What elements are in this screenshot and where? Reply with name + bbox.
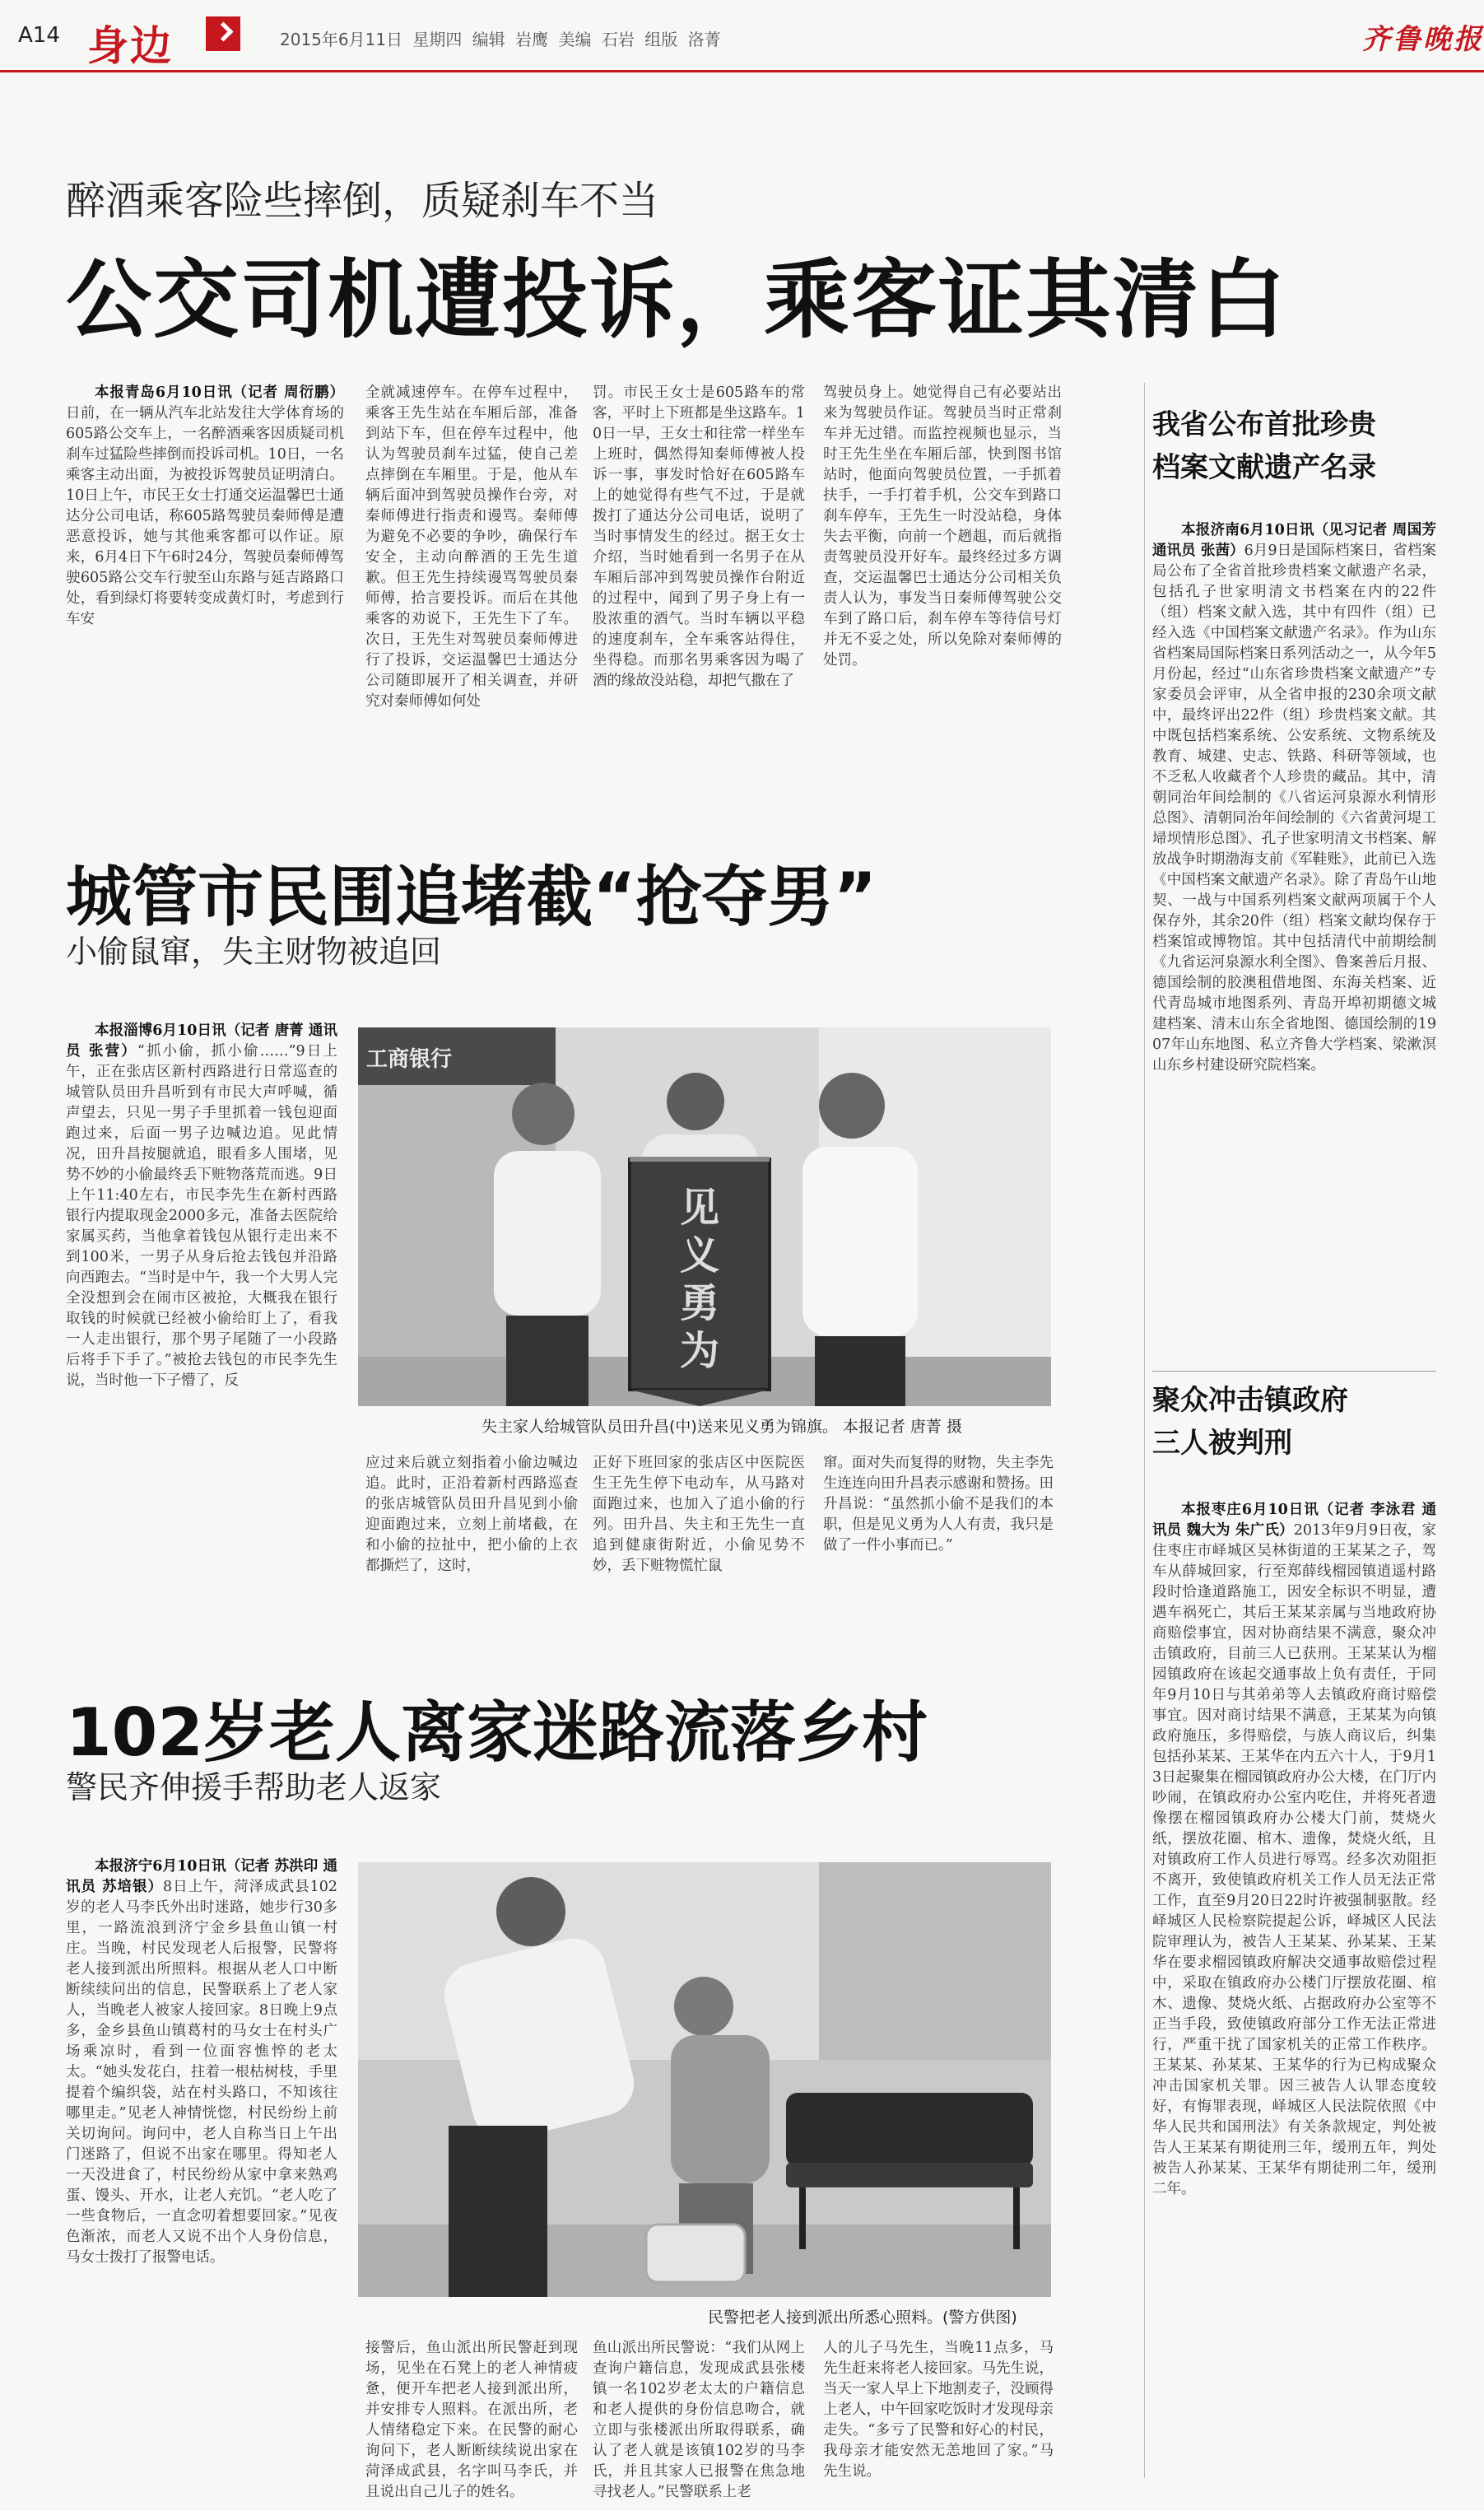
story3-column-2: 接警后，鱼山派出所民警赶到现场，见坐在石凳上的老人神情疲惫，便开车把老人接到派出所，并安排专人照料。在派出所，老人情绪稳定下来。在民警的耐心询问下，老人断断续续说出家在菏泽成武县，名字叫马李氏，并且说出自己儿子的姓名。 <box>365 2340 578 2500</box>
sidebar2-body <box>1152 1500 1436 2480</box>
story2-byline: 本报淄博6月10日讯（记者 唐菁 通讯员 张营） <box>66 1023 337 1060</box>
story2-column-3: 正好下班回家的张店区中医院医生王先生停下电动车，从马路对面跑过来，也加入了追小偷的行列。田升昌、失主和王先生一直追到健康街附近，小偷见势不妙，丢下赃物慌忙鼠 <box>593 1455 805 1574</box>
story3-photo-caption: 民警把老人接到派出所悉心照料。(警方供图) <box>708 2308 1017 2327</box>
newspaper-logo: 齐鲁晚报 <box>1362 23 1484 56</box>
story2-column-1 <box>66 1021 337 1585</box>
story1-headline: 公交司机遭投诉，乘客证其清白 <box>66 249 1288 350</box>
story2-headline: 城管市民围追堵截“抢夺男” <box>66 859 877 935</box>
story3-subhead: 警民齐伸援手帮助老人返家 <box>66 1769 442 1805</box>
sidebar1-byline: 本报济南6月10日讯（见习记者 周国芳 通讯员 张茜） <box>1152 522 1436 559</box>
sidebar1-body-text: 6月9日是国际档案日，省档案局公布了全省首批珍贵档案文献遗产名录，包括孔子世家明清文书档案在内的22件（组）档案文献入选，其中有四件（组）已经入选《中国档案文献遗产名录》。作为山东省档案局国际档案日系列活动之一，从今年5月份起，经过“山东省珍贵档案文献遗产”专家委员会评审，从全省申报的230余项文献中，最终评出22件（组）珍贵档案文献。其中既包括档案系统、公安系统、文物系统及教育、城建、史志、铁路、科研等领域，也不乏私人收藏者个人珍贵的藏品。其中，清朝同治年间绘制的《八省运河泉源水利情形总图》、清朝同治年间绘制的《六省黄河堤工埽坝情形总图》、孔子世家明清文书档案、解放战争时期渤海支前《军鞋账》，此前已入选《中国档案文献遗产名录》。除了青岛午山地契、一战与中国系列档案文献两项属于个人保存外，其余20件（组）档案文献均保存于档案馆或博物馆。其中包括清代中前期绘制《九省运河泉源水利全图》、鲁案善后月报、德国绘制的胶澳租借地图、东海关档案、近代青岛城市地图系列、青岛开埠初期德文城建档案、清末山东全省地图、德国绘制的1907年山东地图、私立齐鲁大学档案、梁漱溟山东乡村建设研究院档案。 <box>1152 543 1436 1074</box>
sidebar1-headline <box>1152 403 1376 489</box>
sidebar1-body <box>1152 520 1436 1364</box>
column-divider <box>1144 383 1145 2478</box>
sidebar2-headline-line-1: 聚众冲击镇政府 <box>1152 1384 1348 1417</box>
story2-column-1-text: “抓小偷，抓小偷……”9日上午，正在张店区新村西路进行日常巡查的城管队员田升昌听到有市民大声呼喊，循声望去，只见一男子手里抓着一钱包迎面跑过来，后面一男子边喊边追。见此情况，田升昌按腿就追，眼看多人围堵，见势不妙的小偷最终丢下赃物落荒而逃。9日上午11:40左右，市民李先生在新村西路银行内提取现金2000多元，准备去医院给家属买药，当他拿着钱包从银行走出来不到100米，一男子从身后抢去钱包并沿路向西跑去。“当时是中午，我一个大男人完全没想到会在闹市区被抢，大概我在银行取钱的时候就已经被小偷给盯上了，看我一人走出银行，那个男子尾随了一小段路后将手下手了。”被抢去钱包的市民李先生说，当时他一下子懵了，反 <box>66 1043 338 1389</box>
story3-photo <box>358 1862 1051 2297</box>
sidebar2-headline <box>1152 1379 1348 1465</box>
story1-kicker: 醉酒乘客险些摔倒，质疑刹车不当 <box>66 178 659 224</box>
story1-column-4: 驾驶员身上。她觉得自己有必要站出来为驾驶员作证。驾驶员当时正常刹车并无过错。而监控视频也显示，当时王先生坐在车厢后部，快到图书馆站时，他面向驾驶员位置，一手抓着扶手，一手打着手机，公交车到路口刹车停车，王先生一时没站稳，身体失去平衡，向前一个趔趄，而后就指责驾驶员没开好车。最终经过多方调查，交运温馨巴士通达分公司相关负责人认为，事发当日秦师傅驾驶公交车到了路口后，刹车停车等待信号灯并无不妥之处，所以免除对秦师傅的处罚。 <box>823 384 1062 669</box>
issue-meta: 2015年6月11日 星期四 编辑 岩鹰 美编 石岩 组版 洛菁 <box>280 30 721 49</box>
story3-column-3: 鱼山派出所民警说：“我们从网上查询户籍信息，发现成武县张楼镇一名102岁老太太的户籍信息和老人提供的身份信息吻合，就立即与张楼派出所取得联系，确认了老人就是该镇102岁的马李氏，并且其家人已报警在焦急地寻找老人。”民警联系上老 <box>593 2340 805 2500</box>
story2-column-2: 应过来后就立刻指着小偷边喊边追。此时，正沿着新村西路巡查的张店城管队员田升昌见到小偷迎面跑过来，立刻上前堵截，在和小偷的拉扯中，把小偷的上衣都撕烂了，这时， <box>365 1455 578 1574</box>
story1-column-2: 全就减速停车。在停车过程中，乘客王先生站在车厢后部，准备到站下车，但在停车过程中，他认为驾驶员刹车过猛，使自己差点摔倒在车厢里。于是，他从车辆后面冲到驾驶员操作台旁，对秦师傅进行指责和谩骂。秦师傅为避免不必要的争吵，确保行车安全，主动向醉酒的王先生道歉。但王先生持续谩骂驾驶员秦师傅，拾言要投诉。而后在其他乘客的劝说下，王先生下了车。次日，王先生对驾驶员秦师傅进行了投诉，交运温馨巴士通达分公司随即展开了相关调查，并研究对秦师傅如何处 <box>365 384 578 710</box>
chevron-right-icon <box>206 16 240 51</box>
page-number: A14 <box>18 23 60 48</box>
page-header <box>0 0 1484 74</box>
section-flag <box>82 8 243 68</box>
story1-byline: 本报青岛6月10日讯（记者 周衍鹏） <box>95 384 344 401</box>
banner-text: 见义勇为 <box>679 1185 719 1374</box>
story3-column-1-text: 8日上午，菏泽成武县102岁的老人马李氏外出时迷路，她步行30多里，一路流浪到济宁金乡县鱼山镇一村庄。当晚，村民发现老人后报警，民警将老人接到派出所照料。根据从老人口中断断续续问出的信息，民警联系上了老人家人，当晚老人被家人接回家。8日晚上9点多，金乡县鱼山镇葛村的马女士在村头广场乘凉时，看到一位面容憔悴的老太太。“她头发花白，拄着一根枯树枝，手里提着个编织袋，站在村头路口，不知该往哪里走。”见老人神情恍惚，村民纷纷上前关切询问。询问中，老人自称当日上午出门迷路了，但说不出家在哪里。得知老人一天没进食了，村民纷纷从家中拿来熟鸡蛋、馒头、开水，让老人充饥。“老人吃了一些食物后，一直念叨着想要回家。”见夜色渐浓，而老人又说不出个人身份信息，马女士拨打了报警电话。 <box>66 1879 337 2266</box>
story3-column-4: 人的儿子马先生，当晚11点多，马先生赶来将老人接回家。马先生说，当天一家人早上下地割麦子，没顾得上老人，中午回家吃饭时才发现母亲走失。“多亏了民警和好心的村民，我母亲才能安然无恙地回了家。”马先生说。 <box>823 2340 1054 2480</box>
sidebar1-headline-line-2: 档案文献遗产名录 <box>1152 451 1376 484</box>
story2-photo <box>358 1027 1051 1406</box>
header-rule <box>0 70 1484 72</box>
story1-column-1-text: 日前，在一辆从汽车北站发往大学体育场的605路公交车上，一名醉酒乘客因质疑司机刹车过猛险些摔倒而投诉司机。10日，一名乘客主动出面，为被投诉驾驶员证明清白。10日上午，市民王女士打通交运温馨巴士通达分公司电话，称605路驾驶员秦师傅是遭恶意投诉，她与其他乘客都可以作证。原来，6月4日下午6时24分，驾驶员秦师傅驾驶605路公交车行驶至山东路与延吉路路口处，看到绿灯将要转变成黄灯时，考虑到行车安 <box>66 405 344 627</box>
storefront-sign: 工商银行 <box>366 1047 453 1072</box>
sidebar2-headline-line-2: 三人被判刑 <box>1152 1427 1292 1460</box>
story1-column-1 <box>66 383 344 778</box>
story3-photo-graphic <box>358 1862 1051 2297</box>
section-title: 身边 <box>87 22 173 70</box>
story3-byline: 本报济宁6月10日讯（记者 苏洪印 通讯员 苏培银） <box>66 1858 337 1895</box>
story3-headline: 102岁老人离家迷路流落乡村 <box>66 1694 928 1771</box>
story2-subhead: 小偷鼠窜，失主财物被追回 <box>66 934 442 970</box>
sidebar2-body-text: 2013年9月9日夜，家住枣庄市峄城区吴林街道的王某某之子，驾车从薛城回家，行至郑薛线榴园镇逍遥村路段时恰逢道路施工，因安全标识不明显，遭遇车祸死亡，其后王某某亲属与当地政府协商赔偿事宜，因对协商结果不满意，聚众冲击镇政府，目前三人已获刑。王某某认为榴园镇政府在该起交通事故上负有责任，于同年9月10日与其弟弟等人去镇政府商讨赔偿事宜。因对商讨结果不满意，王某某为向镇政府施压，多得赔偿，与族人商议后，纠集包括孙某某、王某华在内五六十人，于9月13日起聚集在榴园镇政府办公大楼，在门厅内吵闹，在镇政府办公室内吃住，并将死者遗像摆在榴园镇政府办公楼大门前，焚烧火纸，摆放花圈、棺木、遗像，焚烧火纸，且对镇政府工作人员进行辱骂。经多次劝阻拒不离开，致使镇政府机关工作人员无法正常工作，直至9月20日22时许被强制驱散。经峄城区人民检察院提起公诉，峄城区人民法院审理认为，被告人王某某、孙某某、王某华在要求榴园镇政府解决交通事故赔偿过程中，采取在镇政府办公楼门厅摆放花圈、棺木、遗像、焚烧火纸、占据政府办公室等不正当手段，致使镇政府部分工作无法正常进行，严重干扰了国家机关的正常工作秩序。王某某、孙某某、王某华的行为已构成聚众冲击国家机关罪。因三被告人认罪态度较好，有悔罪表现，峄城区人民法院依照《中华人民共和国刑法》有关条款规定，判处被告人王某某有期徒刑三年，缓刑五年，判处被告人孙某某、王某华有期徒刑二年，缓刑二年。 <box>1152 1522 1436 2197</box>
story2-column-4: 窜。面对失而复得的财物，失主李先生连连向田升昌表示感谢和赞扬。田升昌说：“虽然抓小偷不是我们的本职，但是见义勇为人人有责，我只是做了一件小事而已。” <box>823 1455 1054 1554</box>
story1-column-3: 罚。市民王女士是605路车的常客，平时上下班都是坐这路车。10日一早，王女士和往常一样坐车上班时，偶然得知秦师傅被人投诉一事，事发时恰好在605路车上的她觉得有些气不过，于是就拨打了通达分公司电话，说明了当时事情发生的经过。据王女士介绍，当时她看到一名男子在从车厢后部冲到驾驶员操作台附近的过程中，闻到了男子身上有一股浓重的酒气。当时车辆以平稳的速度刹车，全车乘客站得住，坐得稳。而那名男乘客因为喝了酒的缘故没站稳，却把气撒在了 <box>593 384 805 689</box>
story3-column-1 <box>66 1856 337 2482</box>
sidebar1-headline-line-1: 我省公布首批珍贵 <box>1152 408 1376 441</box>
sidebar-divider <box>1152 1371 1436 1372</box>
sidebar2-byline: 本报枣庄6月10日讯（记者 李泳君 通讯员 魏大为 朱广氏） <box>1152 1502 1436 1539</box>
story2-photo-caption: 失主家人给城管队员田升昌(中)送来见义勇为锦旗。 本报记者 唐菁 摄 <box>481 1418 962 1436</box>
